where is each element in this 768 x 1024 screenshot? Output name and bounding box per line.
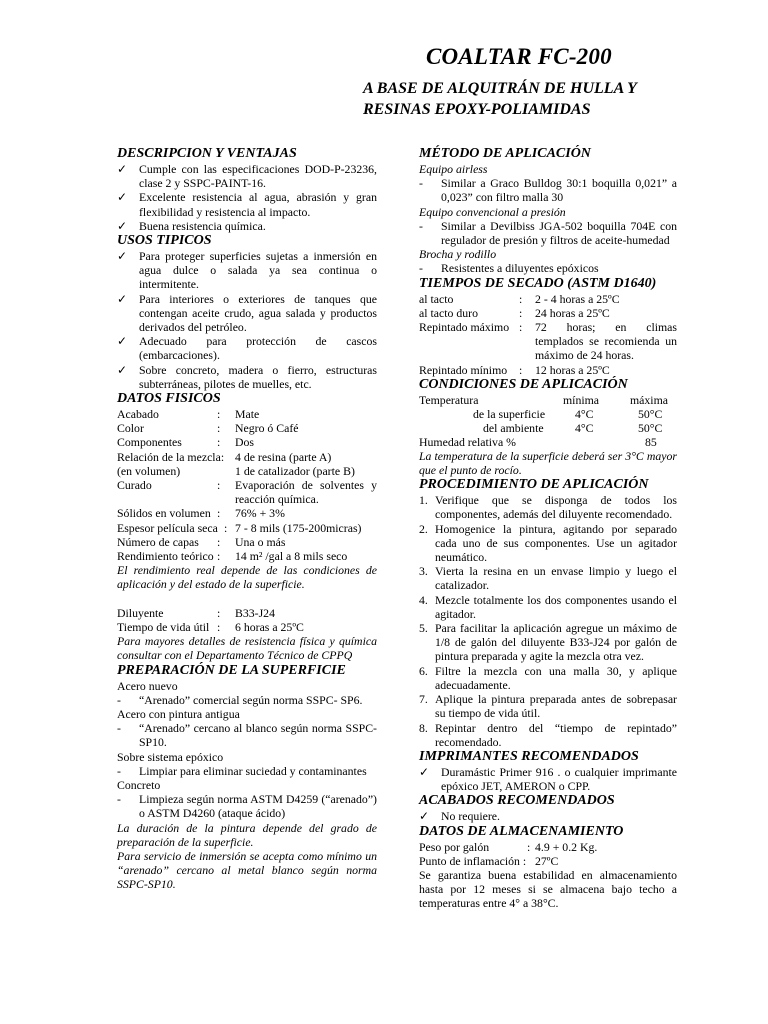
concreto-label: Concreto xyxy=(117,777,161,792)
list-item: 3. Vierta la resina en un envase limpio y luego el catalizador. xyxy=(419,564,677,593)
brocha-label: Brocha y rodillo xyxy=(419,247,497,262)
datos-row: (en volumen) 1 de catalizador (parte B) xyxy=(117,463,355,478)
list-item: - Similar a Devilbiss JGA-502 boquilla 704E con regulador de presión y filtros de aceite-humedad xyxy=(419,218,677,248)
secado-row: Repintado máximo : 72 horas; en climas templados se recomienda un máximo de 24 horas. xyxy=(419,320,677,363)
temperatura-note: La temperatura de la superficie deberá ser 3°C mayor que el punto de rocío. xyxy=(419,448,677,478)
convencional-label: Equipo convencional a presión xyxy=(419,204,566,219)
list-item: 6. Filtre la mezcla con una malla 30, y aplique adecuadamente. xyxy=(419,663,677,692)
airless-label: Equipo airless xyxy=(419,162,488,176)
checkmark-icon: ✓ xyxy=(117,190,127,205)
document-title: COALTAR FC-200 xyxy=(426,44,612,69)
list-item: 8. Repintar dentro del “tiempo de repintado” recomendado. xyxy=(419,720,677,749)
list-item: 4. Mezcle totalmente los dos componentes usando el agitador. xyxy=(419,592,677,621)
list-item: - Resistentes a diluyentes epóxicos xyxy=(419,261,599,276)
list-item: 7. Aplique la pintura preparada antes de sobrepasar su tiempo de vida útil. xyxy=(419,692,677,721)
datos-row: Sólidos en volumen : 76% + 3% xyxy=(117,506,285,521)
metodo-heading: MÉTODO DE APLICACIÓN xyxy=(419,146,591,161)
checkmark-icon: ✓ xyxy=(117,218,127,233)
secado-row: al tacto : 2 - 4 horas a 25ºC xyxy=(419,291,620,306)
document-subtitle xyxy=(363,78,679,120)
almacenamiento-heading: DATOS DE ALMACENAMIENTO xyxy=(419,823,624,839)
checkmark-icon: ✓ xyxy=(117,249,127,264)
inmersion-note: Para servicio de inmersión se acepta como mínimo un “arenado” cercano al metal blanco según norma SSPC-SP10. xyxy=(117,848,377,892)
datos-row: Acabado : Mate xyxy=(117,407,260,422)
secado-row: al tacto duro : 24 horas a 25ºC xyxy=(419,305,610,320)
preparacion-heading: PREPARACIÓN DE LA SUPERFICIE xyxy=(117,662,346,678)
acabados-heading: ACABADOS RECOMENDADOS xyxy=(419,793,615,809)
duracion-note: La duración de la pintura depende del grado de preparación de la superficie. xyxy=(117,820,377,849)
list-item: ✓ Para interiores o exteriores de tanques que contengan aceite crudo, agua salada y productos derivados del petróleo. xyxy=(117,291,377,335)
checkmark-icon: ✓ xyxy=(117,334,127,349)
subtitle-line-2: RESINAS EPOXY-POLIAMIDAS xyxy=(363,101,591,118)
datos-row: Rendimiento teórico : 14 m² /gal a 8 mils seco xyxy=(117,549,348,564)
almacenamiento-text: Se garantiza buena estabilidad en almacenamiento hasta por 12 meses si se almacena bajo techo a temperaturas entre 4° a 38°C. xyxy=(419,867,677,911)
list-item: ✓ Duramástic Primer 916 . o cualquier imprimante epóxico JET, AMERON o CPP. xyxy=(419,764,677,794)
descripcion-heading: DESCRIPCION Y VENTAJAS xyxy=(117,146,297,161)
condiciones-header-row: Temperatura mínima máxima xyxy=(419,392,669,407)
procedimiento-heading: PROCEDIMIENTO DE APLICACIÓN xyxy=(419,477,649,493)
list-item: ✓ Cumple con las especificaciones DOD-P-23236, clase 2 y SSPC-PAINT-16. xyxy=(117,162,377,191)
list-item: ✓ Adecuado para protección de cascos (embarcaciones). xyxy=(117,334,377,363)
detalles-note: Para mayores detalles de resistencia física y química consultar con el Departamento Técnico de CPPQ xyxy=(117,634,377,663)
left-column xyxy=(117,146,377,892)
punto-row: Punto de inflamación : 27ºC xyxy=(419,853,559,868)
right-column xyxy=(419,146,677,911)
datos-fisicos-heading: DATOS FISICOS xyxy=(117,391,221,407)
list-item: 5. Para facilitar la aplicación agregue un máximo de 1/8 de galón del diluyente B33-J24 por galón de pintura preparada y agite la mezcla otra vez. xyxy=(419,621,677,664)
list-item: ✓ Para proteger superficies sujetas a inmersión en agua dulce o salada ya sea continua o intermitente. xyxy=(117,249,377,292)
acero-antigua-label: Acero con pintura antigua xyxy=(117,706,240,721)
checkmark-icon: ✓ xyxy=(419,764,429,779)
rendimiento-note: El rendimiento real depende de las condiciones de aplicación y del estado de la superficie. xyxy=(117,563,377,592)
list-item: ✓ Sobre concreto, madera o fierro, estructuras subterráneas, pilotes de muelles, etc. xyxy=(117,362,377,391)
datos-row: Número de capas : Una o más xyxy=(117,534,286,549)
list-item: ✓ No requiere. xyxy=(419,809,500,824)
checkmark-icon: ✓ xyxy=(117,162,127,176)
acero-nuevo-label: Acero nuevo xyxy=(117,678,178,693)
condiciones-row: del ambiente 4°C 50°C xyxy=(483,420,663,435)
repintado-min-row: Repintado mínimo : 12 horas a 25ºC xyxy=(419,362,610,377)
list-item: ✓ Buena resistencia química. xyxy=(117,218,266,233)
usos-heading: USOS TIPICOS xyxy=(117,233,212,249)
subtitle-line-1: A BASE DE ALQUITRÁN DE HULLA Y xyxy=(363,80,637,97)
list-item: 1. Verifique que se disponga de todos los componentes, además del diluyente recomendado. xyxy=(419,493,677,522)
list-item: 2. Homogenice la pintura, agitando por separado cada uno de sus componentes. Use un agitador neumático. xyxy=(419,521,677,565)
datos-row: Curado : Evaporación de solventes y reacción química. xyxy=(117,478,377,507)
datos-row: Relación de la mezcla: 4 de resina (parte A) xyxy=(117,449,332,464)
secado-heading: TIEMPOS DE SECADO (ASTM D1640) xyxy=(419,275,657,291)
list-item: - Limpieza según norma ASTM D4259 (“arenado”) o ASTM D4260 (ataque ácido) xyxy=(117,792,377,821)
list-item: - “Arenado” cercano al blanco según norma SSPC-SP10. xyxy=(117,721,377,750)
list-item: ✓ Excelente resistencia al agua, abrasión y gran flexibilidad y resistencia al impacto. xyxy=(117,190,377,219)
checkmark-icon: ✓ xyxy=(419,809,429,824)
datos-row: Color : Negro ó Café xyxy=(117,421,299,436)
imprimantes-heading: IMPRIMANTES RECOMENDADOS xyxy=(419,748,639,764)
list-item: - Limpiar para eliminar suciedad y contaminantes xyxy=(117,763,367,778)
diluyente-row: Diluyente : B33-J24 xyxy=(117,605,275,620)
condiciones-row: de la superficie 4°C 50°C xyxy=(473,406,663,421)
condiciones-heading: CONDICIONES DE APLICACIÓN xyxy=(419,376,628,392)
list-item: - Similar a Graco Bulldog 30:1 boquilla 0,021” a 0,023” con filtro malla 30 xyxy=(419,176,677,205)
list-item: - “Arenado” comercial según norma SSPC- SP6. xyxy=(117,692,363,707)
sobre-epoxico-label: Sobre sistema epóxico xyxy=(117,749,224,764)
datos-row: Espesor película seca : 7 - 8 mils (175-200micras) xyxy=(117,520,362,535)
peso-row: Peso por galón : 4.9 + 0.2 Kg. xyxy=(419,839,598,854)
datos-row: Componentes : Dos xyxy=(117,435,255,450)
checkmark-icon: ✓ xyxy=(117,362,127,377)
checkmark-icon: ✓ xyxy=(117,291,127,306)
vida-util-row: Tiempo de vida útil : 6 horas a 25ºC xyxy=(117,619,304,634)
humedad-row: Humedad relativa % 85 xyxy=(419,434,657,449)
